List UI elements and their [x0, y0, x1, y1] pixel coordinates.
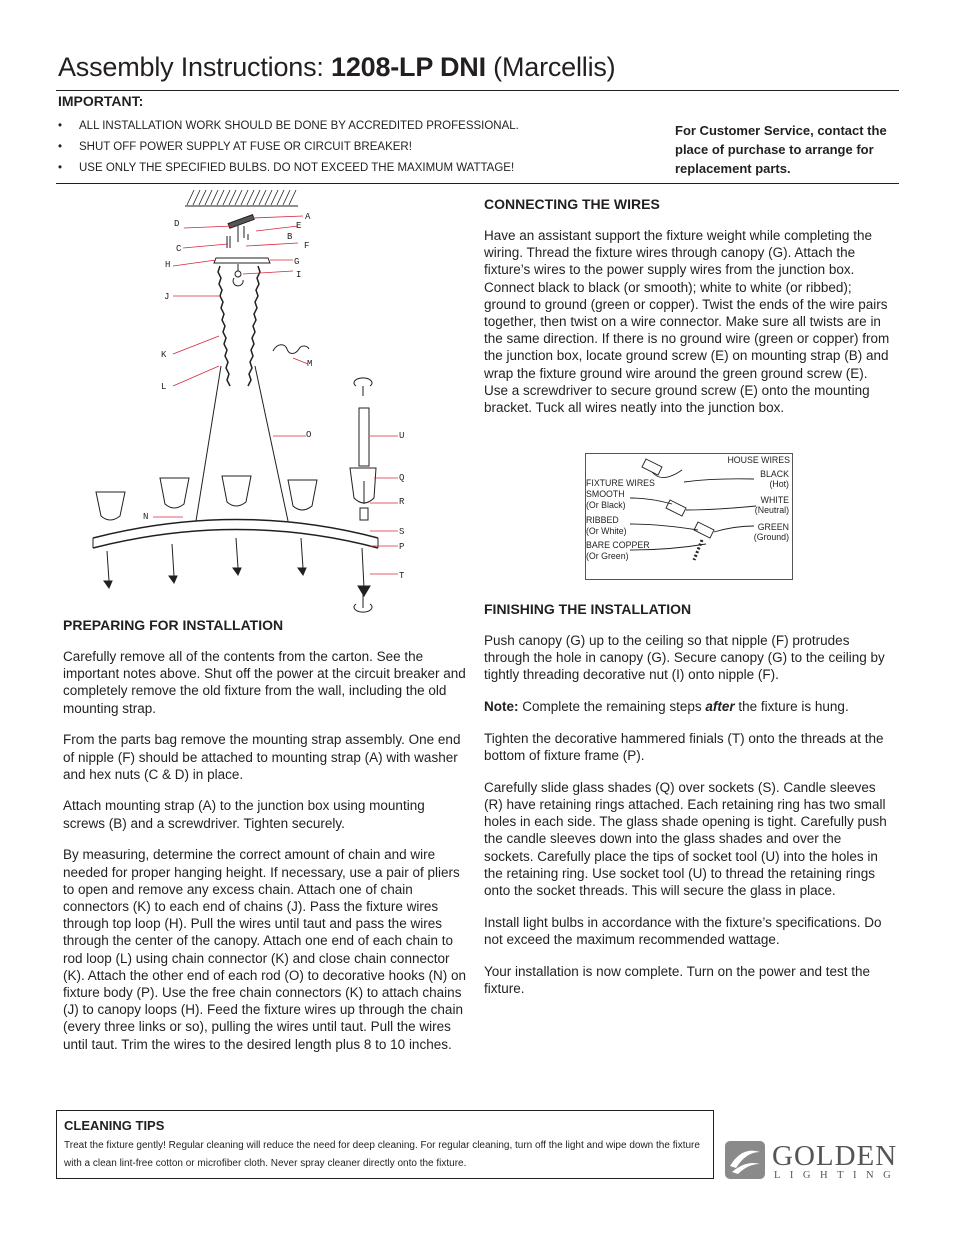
ribbed-label: RIBBED	[586, 515, 619, 525]
important-bullet: • SHUT OFF POWER SUPPLY AT FUSE OR CIRCUIT BREAKER!	[58, 137, 618, 158]
ground-label: (Ground)	[753, 532, 789, 542]
preparing-section	[63, 617, 468, 1067]
finishing-paragraph: Carefully slide glass shades (Q) over sockets (S). Candle sleeves (R) have retaining rings attached. Each retaining ring has two small holes in each side. The glass shade opening is tight. Carefully push the candle sleeves down into the glass shades and over the sockets. Carefully place the tips of socket tool (U) into the holes in the retaining ring. Use socket tool (U) to thread the retaining rings onto the socket threads. This will secure the glass in place.	[484, 779, 887, 898]
important-list	[58, 116, 618, 179]
or-green-label: (Or Green)	[586, 551, 629, 561]
label-s: S	[399, 527, 405, 537]
label-g: G	[294, 257, 300, 267]
label-f: F	[304, 241, 310, 251]
title-rule	[56, 90, 899, 91]
golden-lighting-logo	[724, 1140, 900, 1180]
important-rule	[56, 183, 899, 184]
label-t: T	[399, 571, 405, 581]
note-text-b: the fixture is hung.	[734, 699, 849, 715]
label-a: A	[305, 212, 311, 222]
preparing-heading: PREPARING FOR INSTALLATION	[63, 617, 284, 633]
note-after: after	[705, 699, 735, 715]
connecting-heading: CONNECTING THE WIRES	[484, 196, 660, 212]
title-prefix: Assembly Instructions:	[58, 52, 331, 82]
fixture-wires-label: FIXTURE WIRES	[586, 478, 655, 488]
label-b: B	[287, 232, 293, 242]
cleaning-tips-box	[56, 1110, 714, 1179]
hot-label: (Hot)	[769, 479, 789, 489]
logo-word: GOLDEN	[772, 1140, 898, 1172]
logo-mark-icon	[724, 1140, 766, 1180]
important-heading: IMPORTANT:	[58, 93, 144, 109]
smooth-label: SMOOTH	[586, 489, 625, 499]
green-label: GREEN	[757, 522, 789, 532]
important-bullet: • USE ONLY THE SPECIFIED BULBS. DO NOT EXCEED THE MAXIMUM WATTAGE!	[58, 158, 618, 179]
title-model: 1208-LP DNI	[331, 52, 486, 82]
white-label: WHITE	[760, 495, 789, 505]
finishing-paragraph: Push canopy (G) up to the ceiling so that nipple (F) protrudes through the hole in canopy (G). Secure canopy (G) to the ceiling by tightly threading decorative nut (I) onto nipple (F).	[484, 633, 885, 683]
connecting-section	[484, 196, 894, 431]
preparing-paragraph: Carefully remove all of the contents from the carton. See the important notes above. Shut off the power at the circuit breaker and completely remove the old fixture from the wall, including the old mounting strap.	[63, 649, 466, 716]
fixture-diagram	[88, 186, 428, 618]
note-text-a: Complete the remaining steps	[518, 699, 706, 715]
black-label: BLACK	[760, 469, 789, 479]
label-c: C	[176, 244, 182, 254]
neutral-label: (Neutral)	[754, 505, 789, 515]
finishing-note	[484, 698, 894, 715]
label-h: H	[165, 260, 171, 270]
label-o: O	[306, 430, 312, 440]
preparing-paragraph: Attach mounting strap (A) to the junction box using mounting screws (B) and a screwdriver. Tighten securely.	[63, 798, 425, 831]
finishing-section	[484, 601, 894, 1011]
cleaning-text: Treat the fixture gently! Regular cleaning will reduce the need for deep cleaning. For regular cleaning, turn off the light and wipe down the fixture with a clean lint-free cotton or microfiber cloth. Never spray cleaner directly onto the fixture.	[64, 1140, 700, 1169]
label-u: U	[399, 431, 405, 441]
page-title	[58, 52, 615, 83]
important-bullet: • ALL INSTALLATION WORK SHOULD BE DONE BY ACCREDITED PROFESSIONAL.	[58, 116, 618, 137]
wiring-diagram	[585, 453, 793, 580]
label-r: R	[399, 497, 405, 507]
logo-sub: LIGHTING	[774, 1170, 901, 1181]
preparing-paragraph: From the parts bag remove the mounting strap assembly. One end of nipple (F) should be attached to mounting strap (A) with washer and hex nuts (C & D) in place.	[63, 732, 461, 782]
house-wires-label: HOUSE WIRES	[727, 455, 790, 465]
finishing-paragraph: Your installation is now complete. Turn on the power and test the fixture.	[484, 963, 870, 996]
cleaning-heading: CLEANING TIPS	[64, 1118, 165, 1133]
label-i: I	[296, 270, 302, 280]
label-p: P	[399, 542, 405, 552]
label-q: Q	[399, 473, 405, 483]
customer-service-note: For Customer Service, contact the place of purchase to arrange for replacement parts.	[675, 123, 887, 176]
label-m: M	[307, 359, 313, 369]
label-n: N	[143, 512, 149, 522]
bare-copper-label: BARE COPPER	[586, 540, 650, 550]
preparing-paragraph: By measuring, determine the correct amount of chain and wire needed for proper hanging height. If necessary, use a pair of pliers to open and remove any excess chain. Attach one of chain connectors (K) to each end of chains (J). Pass the fixture wires through top loop (H). Pull the wires until taut and pass the wires through the center of the canopy. Attach one end of each chain to rod loop (L) using chain connector (K) and close chain connector (K). Attach the other end of each rod (O) to decorative hooks (N) on fixture body (P). Use the free chain connectors (K) to attach chains (J) to canopy loops (H). Feed the fixture wires up through the chain (every three links or so), pulling the wires until taut. Pull the wires until taut. Trim the wires to the desired length plus 8 to 10 inches.	[63, 847, 466, 1052]
finishing-paragraph: Tighten the decorative hammered finials (T) onto the threads at the bottom of fixture frame (P).	[484, 730, 884, 764]
label-d: D	[174, 219, 180, 229]
label-k: K	[161, 350, 167, 360]
title-name: (Marcellis)	[485, 52, 616, 82]
finishing-paragraph: Install light bulbs in accordance with the fixture’s specifications. Do not exceed the maximum recommended wattage.	[484, 914, 882, 947]
connecting-paragraph: Have an assistant support the fixture weight while completing the wiring. Thread the fixture wires through canopy (G). Attach the fixture’s wires to the power supply wires from the junction box. Connect black to black (or smooth); white to white (or ribbed); ground to ground (green or copper). Twist the ends of the wire pairs together, then twist on a wire connector. Make sure all twists are in the same direction. If there is no ground wire (green or copper) from the junction box, locate ground screw (E) on mounting strap (B) and wrap the fixture ground wire around the green ground screw (E). Use a screwdriver to secure ground screw (E) onto the mounting bracket. Tuck all wires neatly into the junction box.	[484, 228, 890, 416]
or-white-label: (Or White)	[586, 526, 627, 536]
label-j: J	[164, 292, 170, 302]
finishing-heading: FINISHING THE INSTALLATION	[484, 601, 692, 617]
or-black-label: (Or Black)	[586, 500, 626, 510]
label-l: L	[161, 382, 167, 392]
note-label: Note:	[484, 699, 519, 715]
label-e: E	[296, 221, 302, 231]
